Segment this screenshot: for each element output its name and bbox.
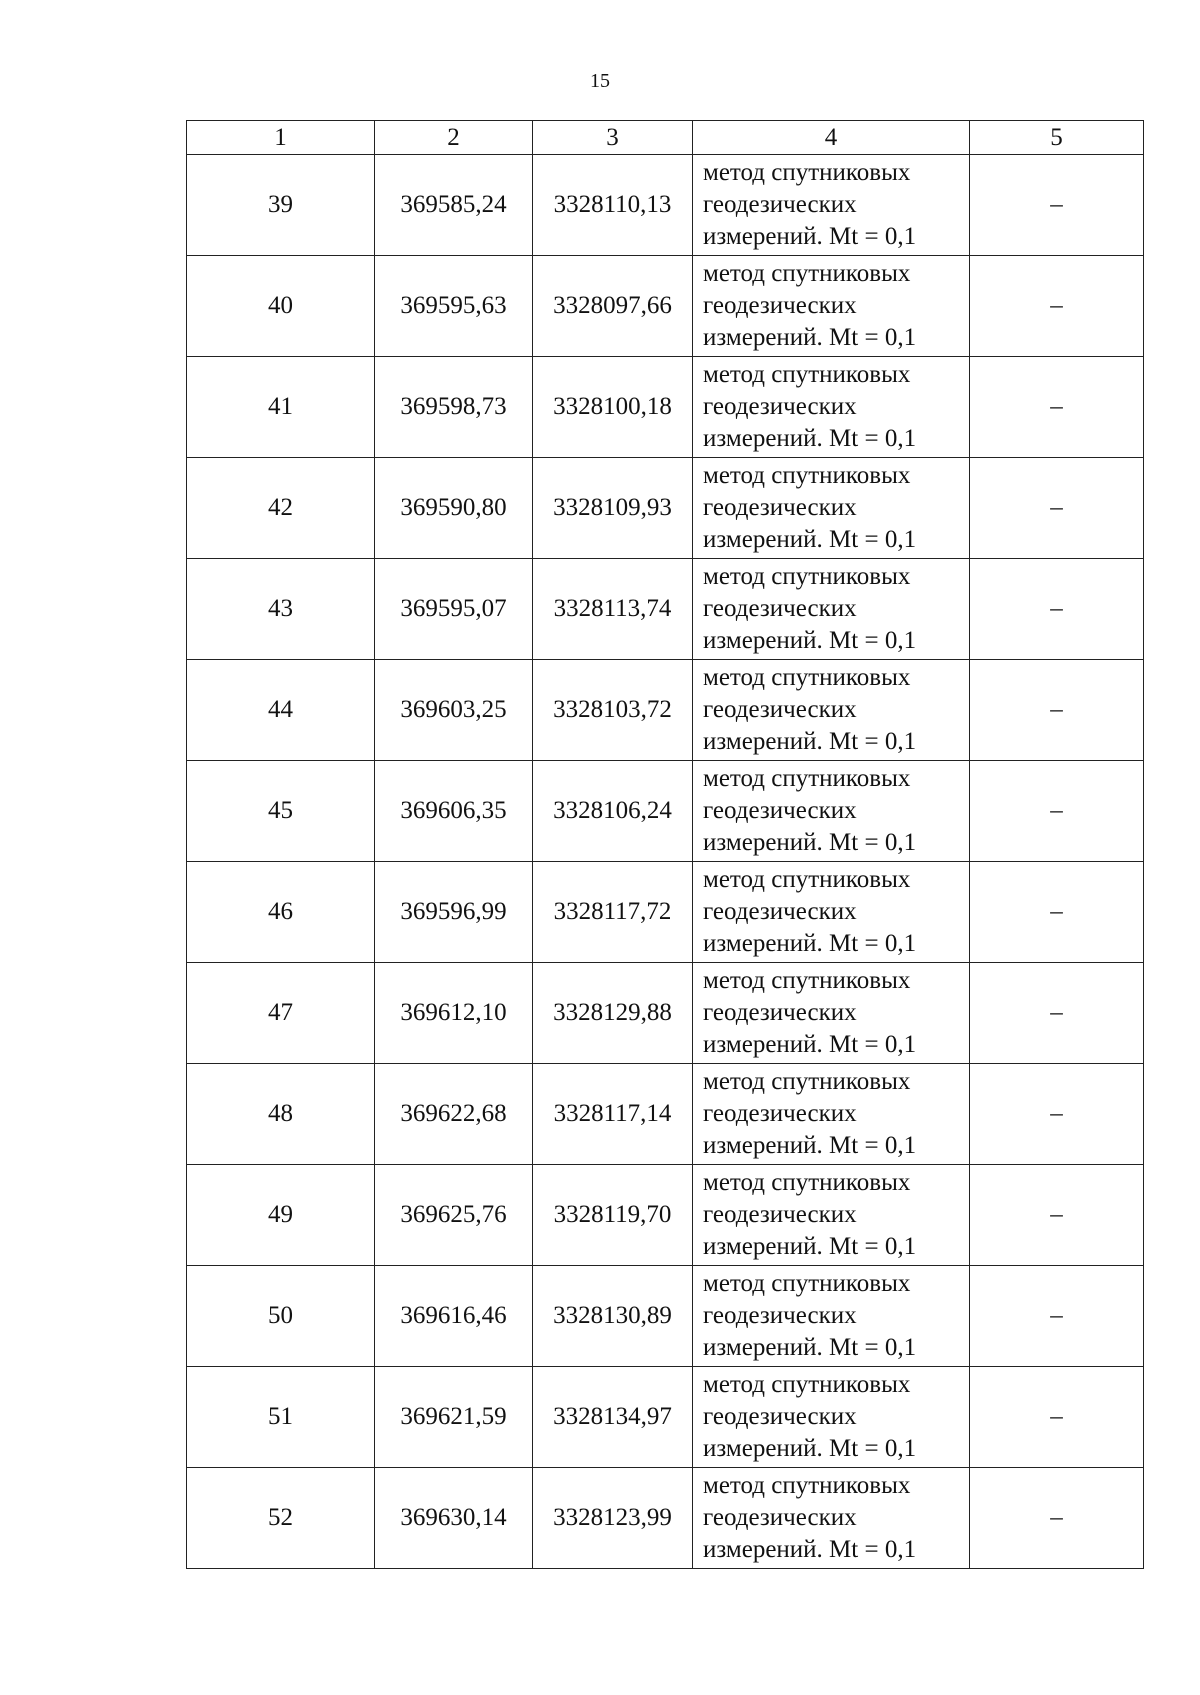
y-coordinate-cell: 3328100,18: [533, 357, 693, 458]
note-cell: –: [970, 458, 1144, 559]
x-coordinate-cell: 369606,35: [375, 761, 533, 862]
method-line-1: метод спутниковых: [703, 1472, 911, 1499]
method-line-3: измерений. Mt = 0,1: [703, 425, 917, 452]
method-cell: [693, 862, 970, 963]
x-coordinate-cell: 369630,14: [375, 1468, 533, 1569]
table-body: [187, 155, 1144, 1569]
y-coordinate-cell: 3328117,14: [533, 1064, 693, 1165]
method-line-3: измерений. Mt = 0,1: [703, 829, 917, 856]
note-cell: –: [970, 1064, 1144, 1165]
method-line-2: геодезических: [703, 494, 857, 521]
method-cell: [693, 155, 970, 256]
header-col-4: 4: [693, 121, 970, 155]
table-row: [187, 559, 1144, 660]
x-coordinate-cell: 369616,46: [375, 1266, 533, 1367]
note-cell: –: [970, 559, 1144, 660]
note-cell: –: [970, 256, 1144, 357]
point-number-cell: 44: [187, 660, 375, 761]
x-coordinate-cell: 369598,73: [375, 357, 533, 458]
point-number-cell: 42: [187, 458, 375, 559]
table-row: [187, 1266, 1144, 1367]
table-row: [187, 1468, 1144, 1569]
method-line-1: метод спутниковых: [703, 1371, 911, 1398]
method-line-3: измерений. Mt = 0,1: [703, 1435, 917, 1462]
table-row: [187, 357, 1144, 458]
method-line-1: метод спутниковых: [703, 1169, 911, 1196]
note-cell: –: [970, 357, 1144, 458]
method-cell: [693, 559, 970, 660]
x-coordinate-cell: 369595,63: [375, 256, 533, 357]
method-line-2: геодезических: [703, 797, 857, 824]
x-coordinate-cell: 369622,68: [375, 1064, 533, 1165]
header-col-1: 1: [187, 121, 375, 155]
point-number-cell: 48: [187, 1064, 375, 1165]
x-coordinate-cell: 369612,10: [375, 963, 533, 1064]
y-coordinate-cell: 3328134,97: [533, 1367, 693, 1468]
x-coordinate-cell: 369596,99: [375, 862, 533, 963]
note-cell: –: [970, 1165, 1144, 1266]
note-cell: –: [970, 862, 1144, 963]
method-cell: [693, 256, 970, 357]
table-row: [187, 660, 1144, 761]
point-number-cell: 51: [187, 1367, 375, 1468]
coordinates-table: [186, 120, 1144, 1569]
y-coordinate-cell: 3328109,93: [533, 458, 693, 559]
y-coordinate-cell: 3328106,24: [533, 761, 693, 862]
method-line-3: измерений. Mt = 0,1: [703, 1132, 917, 1159]
method-line-1: метод спутниковых: [703, 765, 911, 792]
x-coordinate-cell: 369595,07: [375, 559, 533, 660]
method-cell: [693, 1367, 970, 1468]
method-line-2: геодезических: [703, 696, 857, 723]
x-coordinate-cell: 369625,76: [375, 1165, 533, 1266]
method-line-3: измерений. Mt = 0,1: [703, 930, 917, 957]
y-coordinate-cell: 3328123,99: [533, 1468, 693, 1569]
method-cell: [693, 458, 970, 559]
method-line-2: геодезических: [703, 595, 857, 622]
method-line-3: измерений. Mt = 0,1: [703, 324, 917, 351]
method-line-1: метод спутниковых: [703, 260, 911, 287]
method-line-1: метод спутниковых: [703, 967, 911, 994]
point-number-cell: 39: [187, 155, 375, 256]
x-coordinate-cell: 369585,24: [375, 155, 533, 256]
table-row: [187, 1064, 1144, 1165]
table-row: [187, 458, 1144, 559]
method-cell: [693, 963, 970, 1064]
method-line-1: метод спутниковых: [703, 462, 911, 489]
y-coordinate-cell: 3328130,89: [533, 1266, 693, 1367]
y-coordinate-cell: 3328129,88: [533, 963, 693, 1064]
method-line-1: метод спутниковых: [703, 563, 911, 590]
method-line-2: геодезических: [703, 1201, 857, 1228]
y-coordinate-cell: 3328119,70: [533, 1165, 693, 1266]
method-line-1: метод спутниковых: [703, 664, 911, 691]
header-col-5: 5: [970, 121, 1144, 155]
method-line-1: метод спутниковых: [703, 1270, 911, 1297]
y-coordinate-cell: 3328113,74: [533, 559, 693, 660]
note-cell: –: [970, 1468, 1144, 1569]
table-header: [187, 121, 1144, 155]
method-line-2: геодезических: [703, 1504, 857, 1531]
page-number: 15: [590, 70, 610, 92]
y-coordinate-cell: 3328103,72: [533, 660, 693, 761]
method-line-2: геодезических: [703, 191, 857, 218]
method-line-2: геодезических: [703, 1302, 857, 1329]
point-number-cell: 43: [187, 559, 375, 660]
x-coordinate-cell: 369590,80: [375, 458, 533, 559]
table-row: [187, 1367, 1144, 1468]
table-row: [187, 256, 1144, 357]
method-line-2: геодезических: [703, 292, 857, 319]
note-cell: –: [970, 963, 1144, 1064]
y-coordinate-cell: 3328097,66: [533, 256, 693, 357]
point-number-cell: 40: [187, 256, 375, 357]
method-cell: [693, 660, 970, 761]
method-line-3: измерений. Mt = 0,1: [703, 728, 917, 755]
point-number-cell: 46: [187, 862, 375, 963]
header-col-2: 2: [375, 121, 533, 155]
method-line-2: геодезических: [703, 999, 857, 1026]
note-cell: –: [970, 761, 1144, 862]
note-cell: –: [970, 660, 1144, 761]
method-line-3: измерений. Mt = 0,1: [703, 1334, 917, 1361]
table-row: [187, 761, 1144, 862]
point-number-cell: 45: [187, 761, 375, 862]
method-line-3: измерений. Mt = 0,1: [703, 1233, 917, 1260]
method-cell: [693, 1064, 970, 1165]
method-line-2: геодезических: [703, 393, 857, 420]
method-line-1: метод спутниковых: [703, 1068, 911, 1095]
x-coordinate-cell: 369603,25: [375, 660, 533, 761]
table-row: [187, 862, 1144, 963]
method-line-3: измерений. Mt = 0,1: [703, 223, 917, 250]
method-line-3: измерений. Mt = 0,1: [703, 627, 917, 654]
method-line-1: метод спутниковых: [703, 866, 911, 893]
point-number-cell: 49: [187, 1165, 375, 1266]
method-line-1: метод спутниковых: [703, 159, 911, 186]
point-number-cell: 47: [187, 963, 375, 1064]
method-line-3: измерений. Mt = 0,1: [703, 1031, 917, 1058]
method-line-3: измерений. Mt = 0,1: [703, 526, 917, 553]
point-number-cell: 52: [187, 1468, 375, 1569]
method-cell: [693, 761, 970, 862]
point-number-cell: 41: [187, 357, 375, 458]
table-row: [187, 1165, 1144, 1266]
x-coordinate-cell: 369621,59: [375, 1367, 533, 1468]
method-cell: [693, 1468, 970, 1569]
header-row: [187, 121, 1144, 155]
note-cell: –: [970, 1266, 1144, 1367]
method-line-3: измерений. Mt = 0,1: [703, 1536, 917, 1563]
method-line-2: геодезических: [703, 898, 857, 925]
method-cell: [693, 1266, 970, 1367]
table-row: [187, 155, 1144, 256]
header-col-3: 3: [533, 121, 693, 155]
point-number-cell: 50: [187, 1266, 375, 1367]
note-cell: –: [970, 155, 1144, 256]
method-cell: [693, 357, 970, 458]
method-line-2: геодезических: [703, 1403, 857, 1430]
y-coordinate-cell: 3328110,13: [533, 155, 693, 256]
table-row: [187, 963, 1144, 1064]
note-cell: –: [970, 1367, 1144, 1468]
method-line-2: геодезических: [703, 1100, 857, 1127]
y-coordinate-cell: 3328117,72: [533, 862, 693, 963]
method-line-1: метод спутниковых: [703, 361, 911, 388]
method-cell: [693, 1165, 970, 1266]
